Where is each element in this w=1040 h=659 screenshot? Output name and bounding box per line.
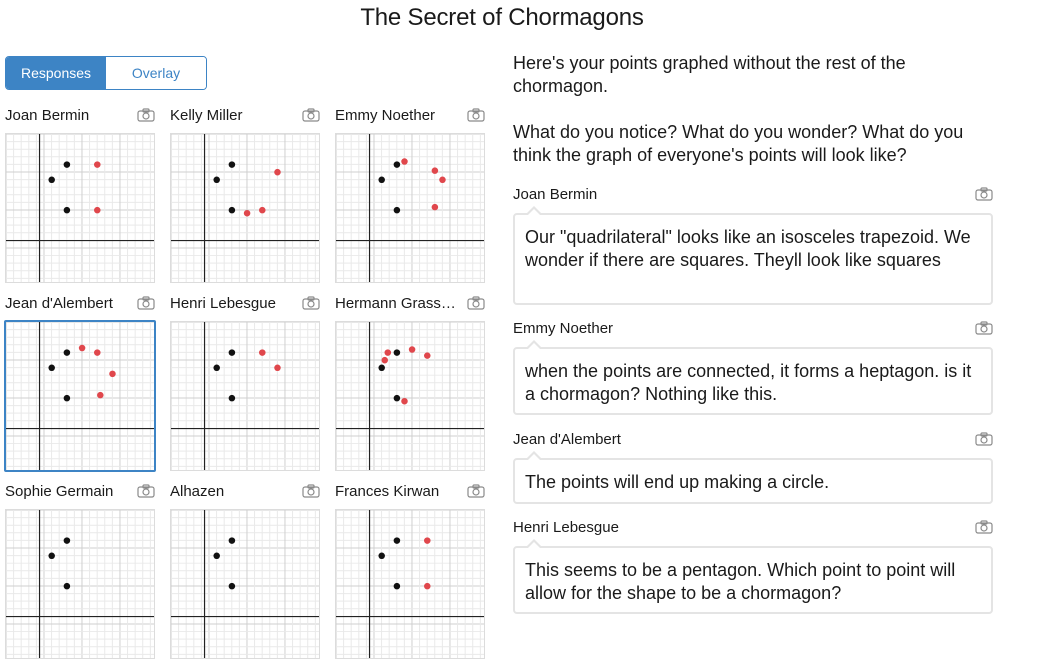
red-point: [94, 161, 101, 168]
student-graph[interactable]: [170, 321, 320, 471]
red-point: [94, 207, 101, 214]
black-point: [378, 553, 385, 560]
student-graph[interactable]: [335, 509, 485, 659]
student-card-header: [335, 105, 485, 125]
response-bubble: Our "quadrilateral" looks like an isosceles trapezoid. We wonder if there are squares. Theyll look like squares: [513, 213, 993, 305]
student-graph[interactable]: [170, 133, 320, 283]
red-point: [409, 346, 416, 353]
student-card[interactable]: [335, 105, 485, 125]
student-graph[interactable]: [335, 321, 485, 471]
camera-icon[interactable]: [467, 296, 485, 310]
response-item: [513, 430, 993, 492]
red-point: [274, 169, 281, 176]
response-header: [513, 518, 993, 536]
camera-icon[interactable]: [302, 484, 320, 498]
black-point: [213, 365, 220, 372]
student-card[interactable]: [335, 481, 485, 501]
student-name: Kelly Miller: [170, 106, 243, 124]
student-name: Hermann Grass…: [335, 294, 456, 312]
student-card[interactable]: [5, 105, 155, 125]
response-author: Joan Bermin: [513, 185, 598, 203]
black-point: [64, 537, 71, 544]
black-point: [229, 583, 236, 590]
black-point: [229, 395, 236, 402]
red-point: [424, 583, 431, 590]
camera-icon[interactable]: [975, 321, 993, 335]
response-bubble: when the points are connected, it forms a heptagon. is it a chormagon? Nothing like this.: [513, 347, 993, 415]
student-card-header: [5, 105, 155, 125]
camera-icon[interactable]: [975, 520, 993, 534]
student-card[interactable]: [335, 293, 485, 313]
student-card-header: [335, 293, 485, 313]
black-point: [64, 161, 71, 168]
camera-icon[interactable]: [467, 108, 485, 122]
response-item: [513, 185, 993, 270]
student-card[interactable]: [170, 293, 320, 313]
prompt-text: [513, 52, 983, 190]
red-point: [424, 537, 431, 544]
student-name: Henri Lebesgue: [170, 294, 276, 312]
red-point: [432, 204, 439, 211]
black-point: [229, 537, 236, 544]
student-card[interactable]: [5, 293, 155, 313]
camera-icon[interactable]: [137, 108, 155, 122]
red-point: [259, 207, 266, 214]
student-card-header: [5, 293, 155, 313]
black-point: [213, 177, 220, 184]
red-point: [109, 371, 116, 378]
black-point: [229, 161, 236, 168]
response-item: [513, 518, 993, 603]
red-point: [385, 349, 392, 356]
coordinate-plane: [336, 134, 484, 282]
black-point: [394, 161, 401, 168]
student-name: Alhazen: [170, 482, 225, 500]
red-point: [97, 392, 104, 399]
black-point: [378, 177, 385, 184]
response-bubble: The points will end up making a circle.: [513, 458, 993, 504]
tab-responses[interactable]: Responses: [6, 57, 106, 89]
student-card-header: [335, 481, 485, 501]
prompt-line-1: Here's your points graphed without the rest of the chormagon.: [513, 53, 906, 96]
coordinate-plane: [336, 322, 484, 470]
response-header: [513, 185, 993, 203]
black-point: [213, 553, 220, 560]
black-point: [229, 349, 236, 356]
camera-icon[interactable]: [467, 484, 485, 498]
black-point: [48, 365, 55, 372]
student-graph[interactable]: [5, 133, 155, 283]
red-point: [259, 349, 266, 356]
black-point: [48, 553, 55, 560]
black-point: [48, 177, 55, 184]
red-point: [244, 210, 251, 217]
student-card[interactable]: [170, 481, 320, 501]
student-graph[interactable]: [5, 509, 155, 659]
coordinate-plane: [6, 510, 154, 658]
red-point: [439, 177, 446, 184]
student-name: Jean d'Alembert: [5, 294, 113, 312]
black-point: [64, 583, 71, 590]
response-header: [513, 430, 993, 448]
red-point: [381, 357, 388, 364]
black-point: [64, 349, 71, 356]
view-toggle: [5, 56, 207, 90]
prompt-line-2: What do you notice? What do you wonder? What do you think the graph of everyone's points will look like?: [513, 122, 964, 165]
red-point: [401, 398, 408, 405]
red-point: [424, 352, 431, 359]
black-point: [378, 365, 385, 372]
coordinate-plane: [336, 510, 484, 658]
response-bubble: This seems to be a pentagon. Which point to point will allow for the shape to be a chormagon?: [513, 546, 993, 614]
student-name: Emmy Noether: [335, 106, 436, 124]
camera-icon[interactable]: [137, 296, 155, 310]
coordinate-plane: [171, 510, 319, 658]
red-point: [274, 365, 281, 372]
red-point: [432, 167, 439, 174]
tab-overlay[interactable]: Overlay: [106, 57, 206, 89]
coordinate-plane: [6, 134, 154, 282]
student-card[interactable]: [5, 481, 155, 501]
black-point: [394, 395, 401, 402]
coordinate-plane: [171, 134, 319, 282]
camera-icon[interactable]: [137, 484, 155, 498]
student-graph[interactable]: [335, 133, 485, 283]
response-item: [513, 319, 993, 404]
black-point: [394, 583, 401, 590]
student-card-header: [170, 293, 320, 313]
red-point: [94, 349, 101, 356]
student-graph[interactable]: [170, 509, 320, 659]
black-point: [64, 207, 71, 214]
camera-icon[interactable]: [302, 108, 320, 122]
page-title: The Secret of Chormagons: [360, 4, 644, 31]
black-point: [394, 207, 401, 214]
student-card-header: [170, 105, 320, 125]
student-card[interactable]: [170, 105, 320, 125]
camera-icon[interactable]: [302, 296, 320, 310]
response-author: Emmy Noether: [513, 319, 614, 337]
camera-icon[interactable]: [975, 432, 993, 446]
student-name: Joan Bermin: [5, 106, 90, 124]
coordinate-plane: [6, 322, 154, 470]
black-point: [394, 537, 401, 544]
response-author: Jean d'Alembert: [513, 430, 621, 448]
student-name: Frances Kirwan: [335, 482, 440, 500]
student-card-header: [170, 481, 320, 501]
response-author: Henri Lebesgue: [513, 518, 619, 536]
coordinate-plane: [171, 322, 319, 470]
camera-icon[interactable]: [975, 187, 993, 201]
black-point: [64, 395, 71, 402]
student-name: Sophie Germain: [5, 482, 114, 500]
student-card-header: [5, 481, 155, 501]
red-point: [401, 158, 408, 165]
black-point: [394, 349, 401, 356]
response-header: [513, 319, 993, 337]
red-point: [79, 345, 86, 352]
black-point: [229, 207, 236, 214]
student-graph[interactable]: [4, 320, 156, 472]
